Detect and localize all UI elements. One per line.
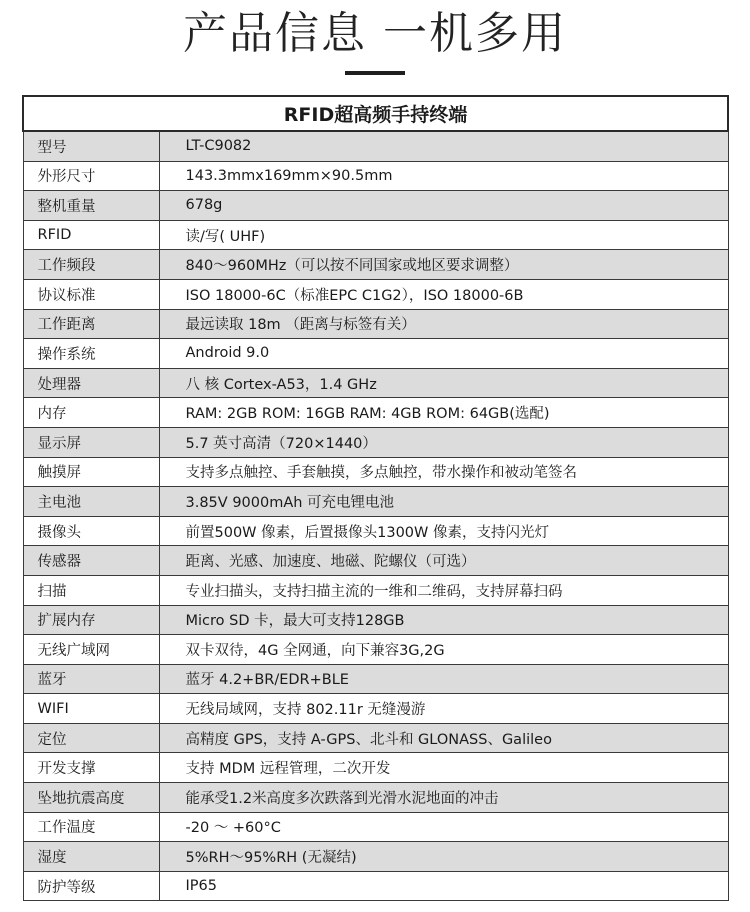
table-row: [23, 753, 728, 783]
spec-value: 3.85V 9000mAh 可充电锂电池: [159, 487, 728, 517]
spec-label: 工作频段: [23, 250, 159, 280]
table-row: [23, 664, 728, 694]
spec-table: [22, 95, 729, 901]
table-row: [23, 546, 728, 576]
spec-label: 蓝牙: [23, 664, 159, 694]
table-row: [23, 635, 728, 665]
spec-value: ISO 18000-6C（标准EPC C1G2），ISO 18000-6B: [159, 279, 728, 309]
spec-value: Android 9.0: [159, 339, 728, 369]
spec-value: 前置500W 像素，后置摄像头1300W 像素，支持闪光灯: [159, 516, 728, 546]
table-row: [23, 783, 728, 813]
table-row: [23, 575, 728, 605]
spec-value: 5.7 英寸高清（720×1440）: [159, 427, 728, 457]
spec-value: LT-C9082: [159, 131, 728, 161]
spec-value: 能承受1.2米高度多次跌落到光滑水泥地面的冲击: [159, 783, 728, 813]
spec-value: 专业扫描头，支持扫描主流的一维和二维码，支持屏幕扫码: [159, 575, 728, 605]
spec-label: RFID: [23, 220, 159, 250]
spec-label: 扩展内存: [23, 605, 159, 635]
table-row: [23, 516, 728, 546]
spec-label: 内存: [23, 398, 159, 428]
spec-value: -20 ～ +60°C: [159, 812, 728, 842]
table-row: [23, 457, 728, 487]
spec-value: 840～960MHz（可以按不同国家或地区要求调整）: [159, 250, 728, 280]
spec-value: 678g: [159, 191, 728, 221]
spec-label: 扫描: [23, 575, 159, 605]
spec-value: 最远读取 18m （距离与标签有关）: [159, 309, 728, 339]
table-row: [23, 694, 728, 724]
title-underline: [345, 71, 405, 75]
spec-value: RAM: 2GB ROM: 16GB RAM: 4GB ROM: 64GB(选配): [159, 398, 728, 428]
spec-label: 显示屏: [23, 427, 159, 457]
spec-table-body: [23, 131, 728, 901]
spec-label: 湿度: [23, 842, 159, 872]
spec-value: 双卡双待，4G 全网通，向下兼容3G,2G: [159, 635, 728, 665]
spec-label: 触摸屏: [23, 457, 159, 487]
table-row: [23, 220, 728, 250]
table-row: [23, 427, 728, 457]
table-row: [23, 723, 728, 753]
table-heading: RFID超高频手持终端: [23, 96, 728, 131]
spec-label: 外形尺寸: [23, 161, 159, 191]
spec-label: 工作温度: [23, 812, 159, 842]
table-row: [23, 871, 728, 901]
table-row: [23, 605, 728, 635]
table-row: [23, 309, 728, 339]
spec-label: 开发支撑: [23, 753, 159, 783]
table-row: [23, 368, 728, 398]
spec-value: 蓝牙 4.2+BR/EDR+BLE: [159, 664, 728, 694]
spec-value: 5%RH～95%RH (无凝结): [159, 842, 728, 872]
spec-value: 读/写( UHF): [159, 220, 728, 250]
table-row: [23, 131, 728, 161]
spec-label: 整机重量: [23, 191, 159, 221]
table-row: [23, 250, 728, 280]
table-row: [23, 279, 728, 309]
spec-label: 协议标准: [23, 279, 159, 309]
spec-value: 距离、光感、加速度、地磁、陀螺仪（可选）: [159, 546, 728, 576]
page-title: 产品信息 一机多用: [183, 8, 567, 59]
spec-value: 无线局域网，支持 802.11r 无缝漫游: [159, 694, 728, 724]
spec-label: 坠地抗震高度: [23, 783, 159, 813]
spec-value: IP65: [159, 871, 728, 901]
spec-label: 无线广域网: [23, 635, 159, 665]
spec-value: Micro SD 卡，最大可支持128GB: [159, 605, 728, 635]
spec-label: 摄像头: [23, 516, 159, 546]
table-row: [23, 842, 728, 872]
spec-label: 处理器: [23, 368, 159, 398]
table-row: [23, 398, 728, 428]
spec-value: 支持多点触控、手套触摸，多点触控，带水操作和被动笔签名: [159, 457, 728, 487]
spec-value: 143.3mmx169mm×90.5mm: [159, 161, 728, 191]
spec-label: 定位: [23, 723, 159, 753]
table-row: [23, 339, 728, 369]
spec-label: 主电池: [23, 487, 159, 517]
spec-label: WIFI: [23, 694, 159, 724]
spec-value: 支持 MDM 远程管理，二次开发: [159, 753, 728, 783]
table-row: [23, 487, 728, 517]
spec-label: 防护等级: [23, 871, 159, 901]
table-row: [23, 161, 728, 191]
spec-label: 传感器: [23, 546, 159, 576]
spec-label: 工作距离: [23, 309, 159, 339]
spec-value: 高精度 GPS，支持 A-GPS、北斗和 GLONASS、Galileo: [159, 723, 728, 753]
table-row: [23, 191, 728, 221]
spec-label: 操作系统: [23, 339, 159, 369]
spec-value: 八 核 Cortex-A53，1.4 GHz: [159, 368, 728, 398]
spec-label: 型号: [23, 131, 159, 161]
table-row: [23, 812, 728, 842]
